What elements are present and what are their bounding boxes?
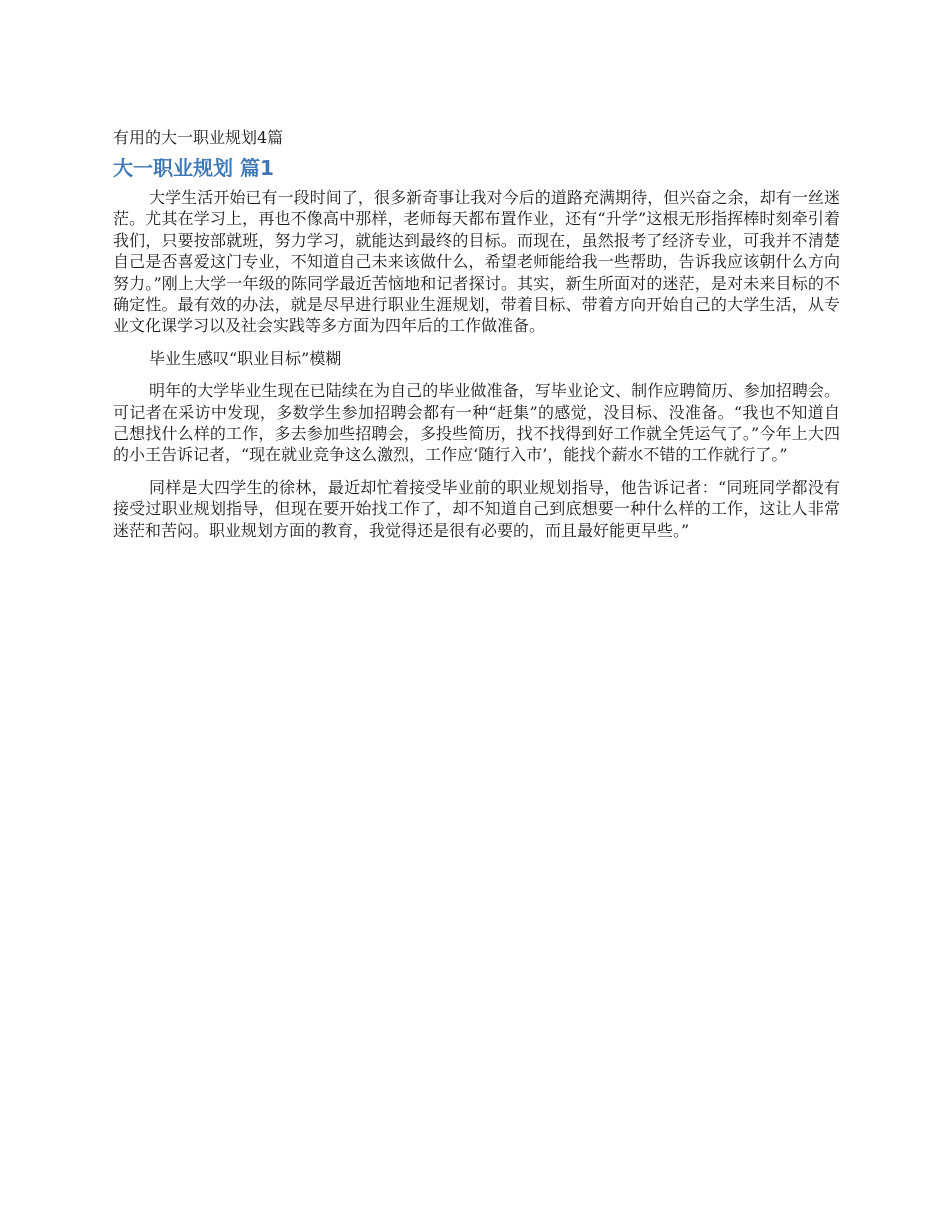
paragraph-intro: 大学生活开始已有一段时间了，很多新奇事让我对今后的道路充满期待，但兴奋之余，却有一丝迷茫。尤其在学习上，再也不像高中那样，老师每天都布置作业，还有“升学”这根无形指挥棒时刻牵引着我们，只要按部就班，努力学习，就能达到最终的目标。而现在，虽然报考了经济专业，可我并不清楚自己是否喜爱这门专业，不知道自己未来该做什么，希望老师能给我一些帮助，告诉我应该朝什么方向努力。”刚上大学一年级的陈同学最近苦恼地和记者探讨。其实，新生所面对的迷茫，是对未来目标的不确定性。最有效的办法，就是尽早进行职业生涯规划，带着目标、带着方向开始自己的大学生活，从专业文化课学习以及社会实践等多方面为四年后的工作做准备。 bbox=[113, 188, 840, 336]
paragraph-xulin: 同样是大四学生的徐林，最近却忙着接受毕业前的职业规划指导，他告诉记者：“同班同学都没有接受过职业规划指导，但现在要开始找工作了，却不知道自己到底想要一种什么样的工作，这让人非常迷茫和苦闷。职业规划方面的教育，我觉得还是很有必要的，而且最好能更早些。” bbox=[113, 477, 840, 540]
section-heading: 大一职业规划 篇1 bbox=[113, 156, 274, 180]
paragraph-graduates: 明年的大学毕业生现在已陆续在为自己的毕业做准备，写毕业论文、制作应聘简历、参加招聘会。可记者在采访中发现，多数学生参加招聘会都有一种“赶集”的感觉，没目标、没准备。“我也不知道自己想找什么样的工作，多去参加些招聘会，多投些简历，找不找得到好工作就全凭运气了。”今年上大四的小王告诉记者，“现在就业竞争这么激烈，工作应‘随行入市’，能找个薪水不错的工作就行了。” bbox=[113, 381, 840, 465]
document-page bbox=[113, 127, 840, 552]
document-title: 有用的大一职业规划4篇 bbox=[113, 128, 284, 147]
paragraph-subheading: 毕业生感叹“职业目标”模糊 bbox=[149, 348, 342, 368]
